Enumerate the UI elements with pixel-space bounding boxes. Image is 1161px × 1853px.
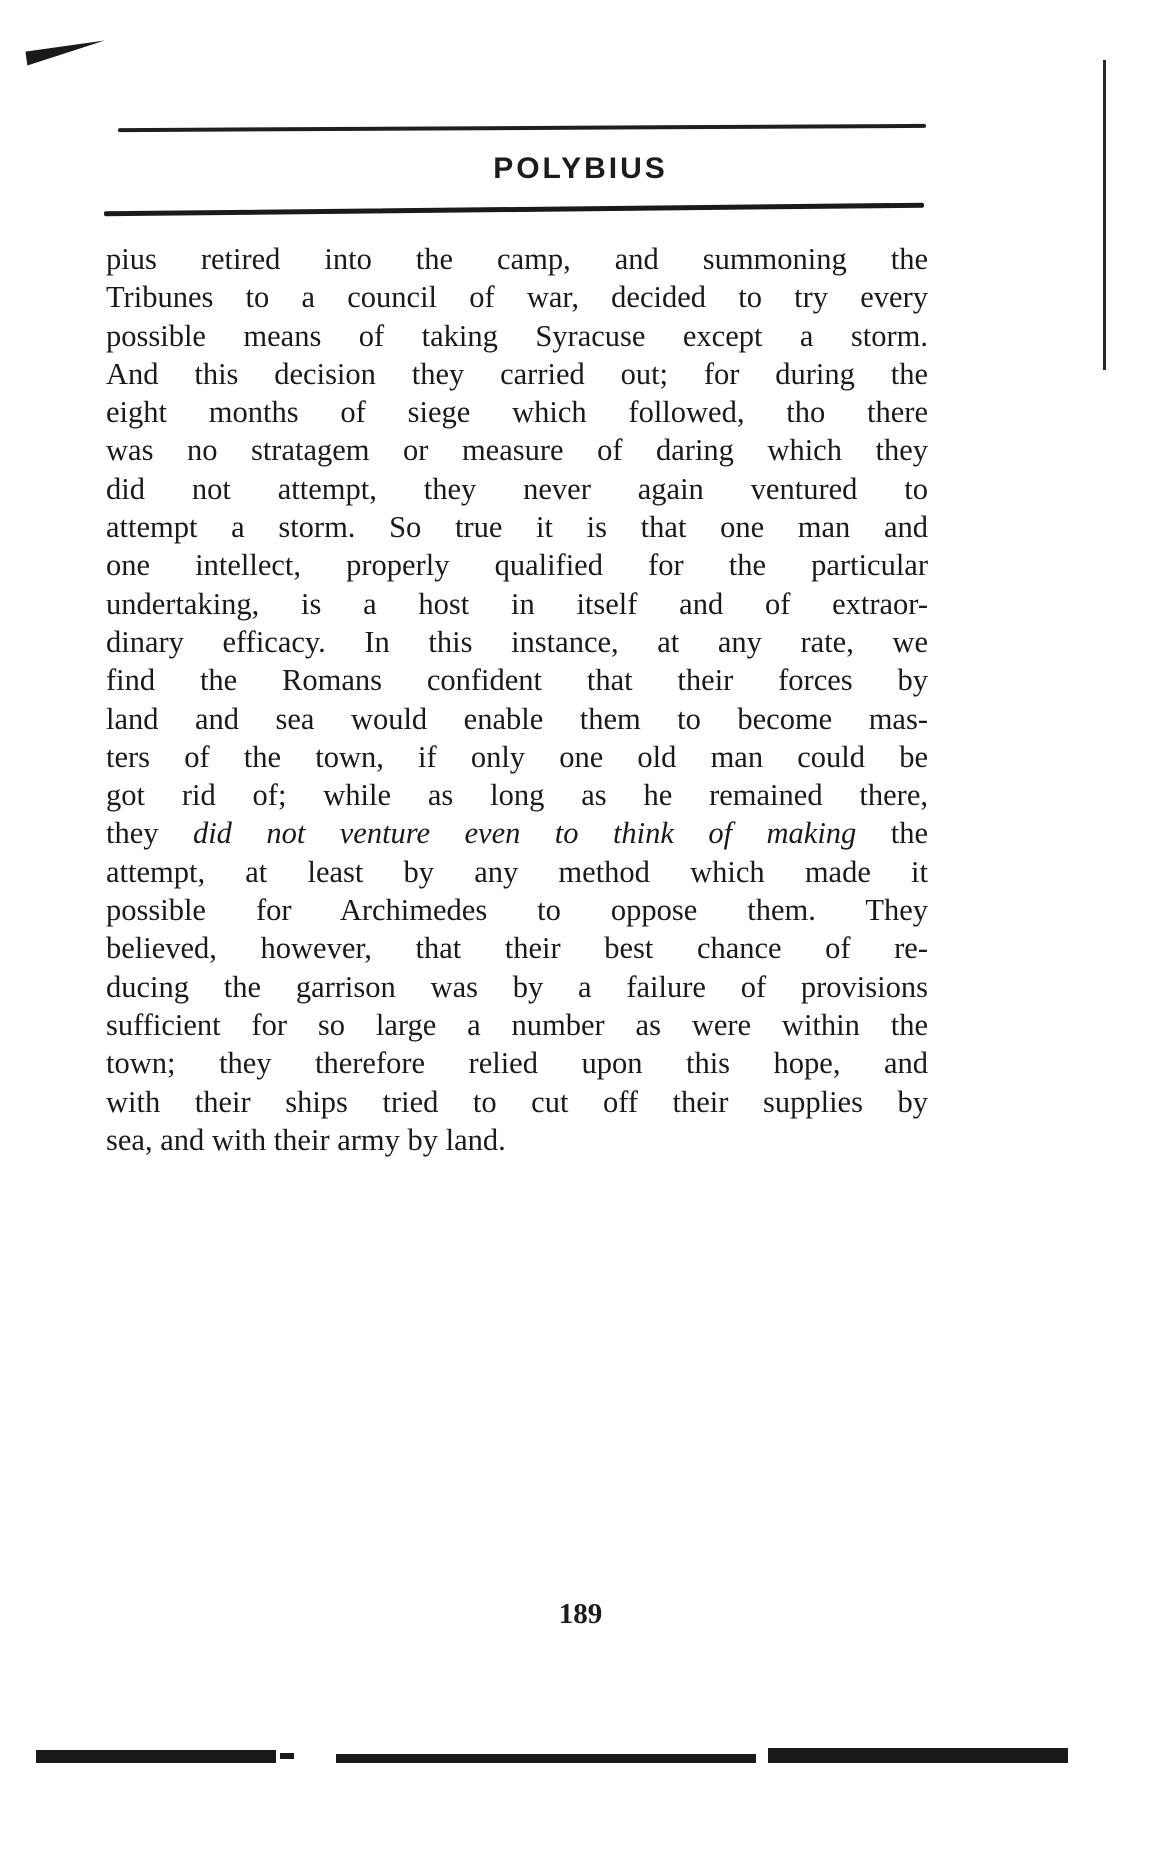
text-line: with their ships tried to cut off their supplies by <box>106 1084 928 1119</box>
text-line: dinary efficacy. In this instance, at any rate, we <box>106 624 928 659</box>
text-line: got rid of; while as long as he remained there, <box>106 778 928 813</box>
scan-bottom-bar <box>336 1754 756 1763</box>
page-number: 189 <box>558 1598 603 1630</box>
scan-corner-mark <box>25 41 106 66</box>
text-line: possible means of taking Syracuse except a storm. <box>106 318 928 353</box>
text-line-last: sea, and with their army by land. <box>106 1122 506 1157</box>
text-line: ducing the garrison was by a failure of provisions <box>106 969 928 1004</box>
text-line: ters of the town, if only one old man could be <box>106 739 928 774</box>
text-line: one intellect, properly qualified for the particular <box>106 548 928 583</box>
text-line: find the Romans confident that their forces by <box>106 663 928 698</box>
text-line: attempt a storm. So true it is that one man and <box>106 510 928 545</box>
text-line: did not attempt, they never again ventured to <box>106 471 928 506</box>
text-line: possible for Archimedes to oppose them. They <box>106 893 928 928</box>
scan-bottom-bar <box>768 1748 1068 1763</box>
running-title: POLYBIUS <box>493 152 668 185</box>
line-suffix: the <box>856 816 929 851</box>
text-line: eight months of siege which followed, tho there <box>106 395 928 430</box>
text-line: town; they therefore relied upon this hope, and <box>106 1046 928 1081</box>
text-line: land and sea would enable them to become mas- <box>106 701 928 736</box>
text-line-italic-phrase <box>106 814 928 852</box>
text-line: undertaking, is a host in itself and of extraor- <box>106 586 928 621</box>
text-line: pius retired into the camp, and summoning the <box>106 242 928 276</box>
scan-bottom-bar <box>36 1750 276 1763</box>
scan-bottom-bar <box>280 1753 294 1759</box>
header-rule-bottom <box>104 203 924 217</box>
text-line: was no stratagem or measure of daring which they <box>106 433 928 468</box>
scan-margin-line <box>1103 60 1106 370</box>
text-line: attempt, at least by any method which made it <box>106 854 928 889</box>
text-line: Tribunes to a council of war, decided to try every <box>106 280 928 315</box>
italic-phrase: did not venture even to think of making <box>192 816 857 851</box>
line-prefix: they <box>106 816 193 851</box>
header-rule-top <box>118 124 926 132</box>
text-line: And this decision they carried out; for during the <box>106 356 928 391</box>
text-line: believed, however, that their best chance of re- <box>106 931 928 966</box>
text-line: sufficient for so large a number as were within the <box>106 1007 928 1042</box>
body-text <box>106 240 928 1159</box>
